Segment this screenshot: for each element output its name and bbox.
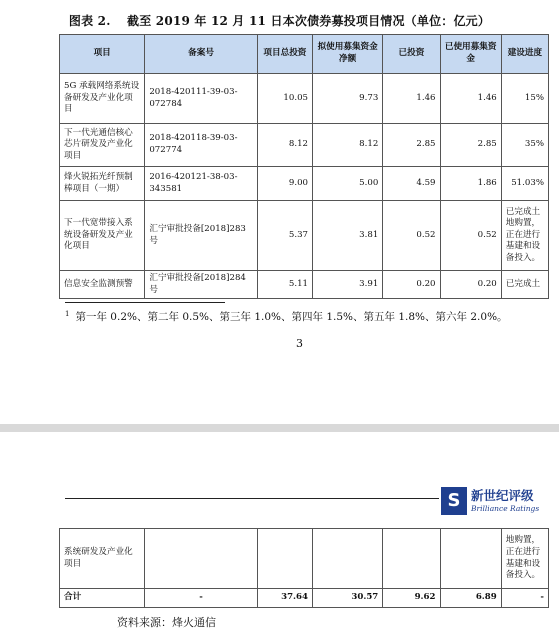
cell-total <box>257 529 312 589</box>
cell-invested: 2.85 <box>383 124 440 167</box>
cell-total: 5.37 <box>257 201 312 271</box>
cell-invested: 0.20 <box>383 271 440 299</box>
cell-invested: 0.52 <box>383 201 440 271</box>
cell-total: 10.05 <box>257 74 312 124</box>
header-progress: 建设进度 <box>501 35 548 74</box>
cell-used: 0.52 <box>440 201 501 271</box>
page-number: 3 <box>296 337 303 350</box>
cell-invested <box>383 529 440 589</box>
cell-project: 信息安全监测预警 <box>60 271 145 299</box>
header-invested: 已投资 <box>383 35 440 74</box>
cell-invested: 9.62 <box>383 589 440 608</box>
cell-used: 6.89 <box>440 589 501 608</box>
cell-used: 0.20 <box>440 271 501 299</box>
cell-planned: 30.57 <box>313 589 383 608</box>
cell-planned: 3.81 <box>313 201 383 271</box>
cell-planned: 9.73 <box>313 74 383 124</box>
header-project: 项目 <box>60 35 145 74</box>
cell-planned: 3.91 <box>313 271 383 299</box>
cell-total-label: 合计 <box>60 589 145 608</box>
cell-project: 烽火锐拓光纤预制棒项目（一期） <box>60 167 145 201</box>
cell-total: 37.64 <box>257 589 312 608</box>
table-row <box>60 201 549 271</box>
cell-project: 5G 承载网络系统设备研发及产业化项目 <box>60 74 145 124</box>
table-row <box>60 529 549 589</box>
cell-used: 1.86 <box>440 167 501 201</box>
caption-title: 截至 2019 年 12 月 11 日本次债券募投项目情况（单位：亿元） <box>127 14 491 28</box>
cell-invested: 4.59 <box>383 167 440 201</box>
footnote-text: 第一年 0.2%、第二年 0.5%、第三年 1.0%、第四年 1.5%、第五年 1.8%、第六年 2.0%。 <box>75 311 508 323</box>
cell-used: 2.85 <box>440 124 501 167</box>
document-page-2 <box>0 432 559 636</box>
cell-total: 5.11 <box>257 271 312 299</box>
cell-record-no: 2018-420111-39-03-072784 <box>145 74 257 124</box>
logo-mark-icon: S <box>441 487 467 515</box>
cell-used <box>440 529 501 589</box>
cell-record-no: 汇宁审批投备[2018]283 号 <box>145 201 257 271</box>
cell-planned: 5.00 <box>313 167 383 201</box>
cell-progress: 已完成土 <box>501 271 548 299</box>
table-row <box>60 271 549 299</box>
cell-progress: 51.03% <box>501 167 548 201</box>
projects-table-continued <box>59 528 549 608</box>
cell-project: 系统研发及产业化项目 <box>60 529 145 589</box>
logo-english-name: Brilliance Ratings <box>471 504 540 513</box>
brilliance-ratings-logo <box>441 484 553 520</box>
cell-record-no: 汇宁审批投备[2018]284 号 <box>145 271 257 299</box>
header-divider <box>65 498 439 499</box>
logo-chinese-name: 新世纪评级 <box>471 488 534 503</box>
cell-total: 8.12 <box>257 124 312 167</box>
cell-invested: 1.46 <box>383 74 440 124</box>
cell-project: 下一代光通信核心芯片研发及产业化项目 <box>60 124 145 167</box>
footnote-marker: 1 <box>65 309 70 318</box>
header-planned-funds: 拟使用募集资金净额 <box>313 35 383 74</box>
cell-record-no: - <box>145 589 257 608</box>
page-separator <box>0 424 559 432</box>
projects-table <box>59 34 549 299</box>
cell-progress: 15% <box>501 74 548 124</box>
table-row <box>60 124 549 167</box>
figure-label: 图表 2. <box>68 14 111 28</box>
cell-progress: 35% <box>501 124 548 167</box>
table-row <box>60 74 549 124</box>
footnote-divider <box>65 302 225 303</box>
cell-record-no: 2018-420118-39-03-072774 <box>145 124 257 167</box>
cell-progress: 地购置，正在进行基建和设备投入。 <box>501 529 548 589</box>
header-funds-used: 已使用募集资金 <box>440 35 501 74</box>
cell-total: 9.00 <box>257 167 312 201</box>
cell-record-no: 2016-420121-38-03-343581 <box>145 167 257 201</box>
cell-progress: 已完成土地购置，正在进行基建和设备投入。 <box>501 201 548 271</box>
cell-used: 1.46 <box>440 74 501 124</box>
cell-planned <box>313 529 383 589</box>
header-total-investment: 项目总投资 <box>257 35 312 74</box>
cell-record-no <box>145 529 257 589</box>
source-note: 资料来源：烽火通信 <box>117 616 216 629</box>
table-row <box>60 167 549 201</box>
header-record-no: 备案号 <box>145 35 257 74</box>
cell-planned: 8.12 <box>313 124 383 167</box>
table-header-row <box>60 35 549 74</box>
footnote <box>65 309 508 324</box>
table-caption <box>0 12 559 29</box>
table-total-row <box>60 589 549 608</box>
cell-project: 下一代宽带接入系统设备研发及产业化项目 <box>60 201 145 271</box>
cell-progress: - <box>501 589 548 608</box>
